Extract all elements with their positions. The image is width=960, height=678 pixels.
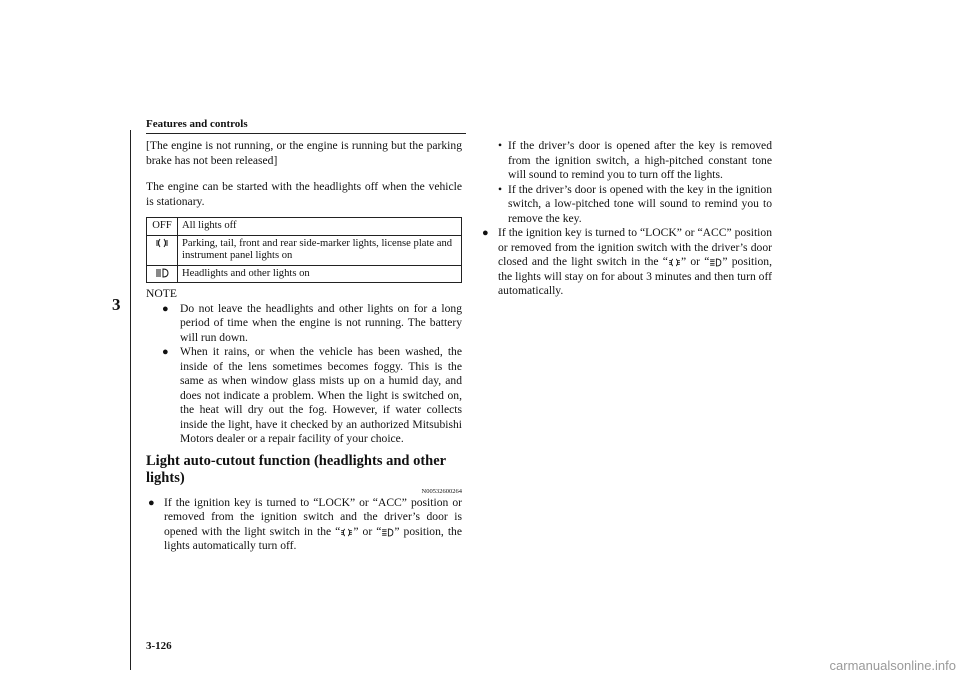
right-column [480,139,772,299]
list-item [480,226,772,299]
intro-condition: [The engine is not running, or the engine is running but the parking brake has not been released] [146,139,462,167]
sub-item: • If the driver’s door is opened after the key is removed from the ignition switch, a high-pitched constant tone will sound to remind you to turn off the lights. [480,139,772,183]
item-text: ” position, the lights will stay on for about 3 minutes and then turn off automatically. [498,255,772,297]
reference-code: N00532600264 [421,487,462,495]
section-header: Features and controls [146,118,248,130]
watermark [0,658,960,673]
table-key-cell [147,265,178,283]
table-key-cell: OFF [147,218,178,236]
note-item: ● When it rains, or when the vehicle has been washed, the inside of the lens sometimes becomes foggy. This is the same as when window glass mists up on a humid day, and does not indicate a problem. When the light is switched on, the heat will dry out the fog. However, if water collects inside the light, have it checked by an authorized Mitsubishi Motors dealer or a repair facility of your choice. [160,345,462,447]
table-row [147,218,462,236]
item-text: ” or “ [680,255,710,268]
intro-stationary: The engine can be started with the headlights off when the vehicle is stationary. [146,180,462,208]
item-text: ” position, the lights automatically turn off. [164,524,462,552]
list-item [146,496,462,554]
table-desc-cell: Parking, tail, front and rear side-marker lights, license plate and instrument panel lights on [178,235,462,265]
headlight-icon [155,268,169,278]
table-row [147,235,462,265]
table-desc-cell: All lights off [178,218,462,236]
item-text: If the ignition key is turned to “LOCK” or “ACC” position or removed from the ignition switch with the driver’s door closed and the light switch in the “ [498,226,772,268]
watermark-text: carmanualsonline.info [829,658,956,673]
left-column [146,139,462,554]
header-rule [146,133,466,134]
parking-light-icon [340,528,353,537]
note-item: ● Do not leave the headlights and other lights on for a long period of time when the engine is not running. The battery will run down. [160,302,462,346]
table-desc-cell: Headlights and other lights on [178,265,462,283]
item-text: ” or “ [353,524,382,538]
note-label: NOTE [146,287,177,300]
parking-light-icon [668,258,681,267]
chapter-margin-line [130,130,131,670]
page-number: 3-126 [146,640,172,652]
section-heading: Light auto-cutout function (headlights and other lights) [146,452,446,486]
item-text: If the ignition key is turned to “LOCK” or “ACC” position or removed from the ignition switch and the driver’s door is opened with the light switch in the “ [164,495,462,538]
light-switch-table [146,217,462,283]
table-row [147,265,462,283]
headlight-icon [709,258,722,267]
sub-item: • If the driver’s door is opened with the key in the ignition switch, a low-pitched tone will sound to remind you to remove the key. [480,183,772,227]
table-key-cell [147,235,178,265]
parking-light-icon [155,238,169,248]
chapter-number: 3 [112,295,121,314]
headlight-icon [381,528,394,537]
